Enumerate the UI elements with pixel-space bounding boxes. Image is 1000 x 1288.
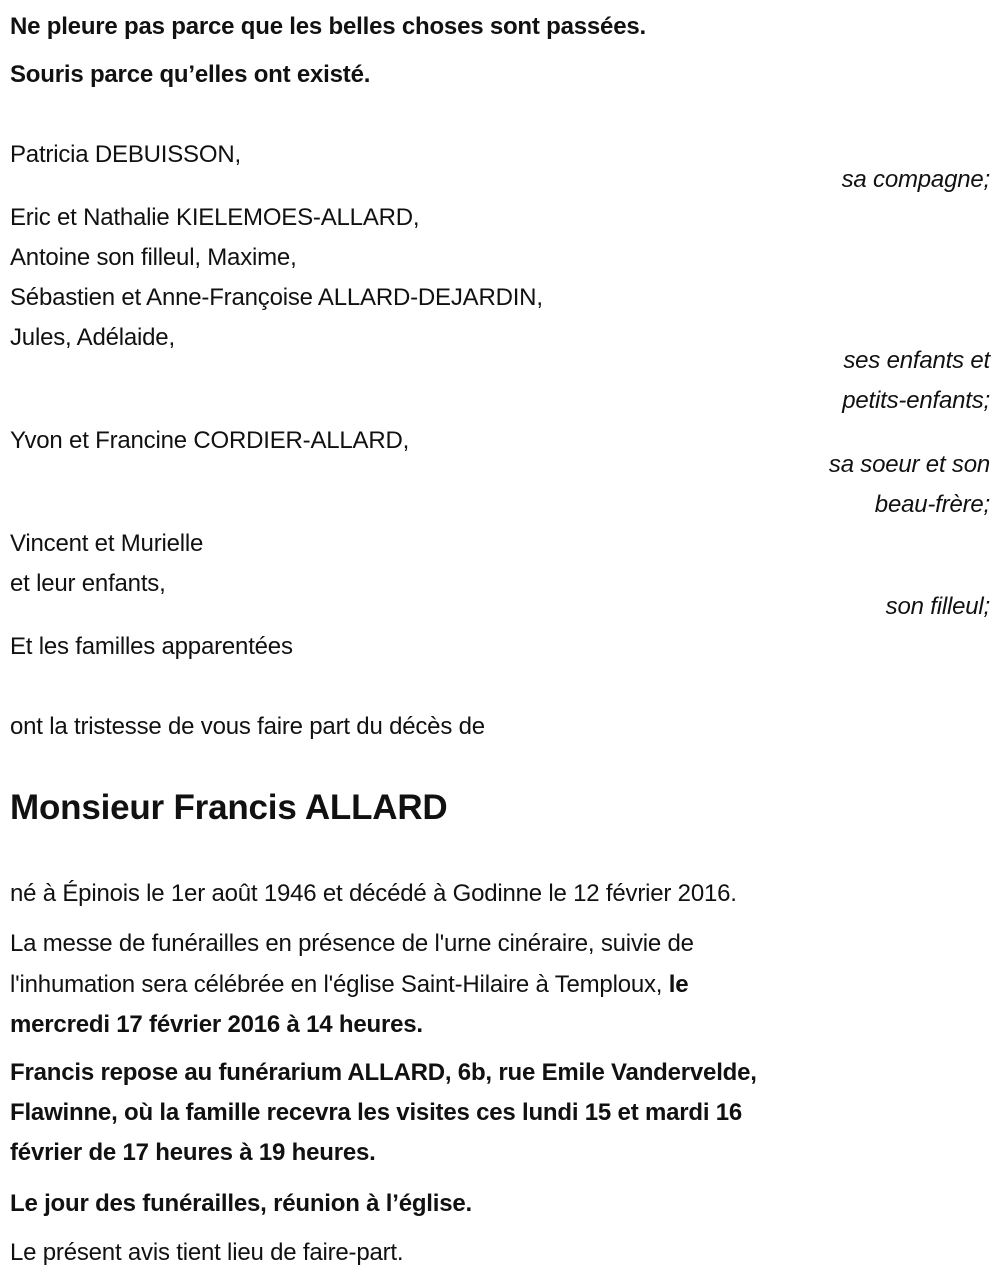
family-name: et leur enfants, bbox=[10, 570, 166, 597]
announcement: ont la tristesse de vous faire part du décès de bbox=[10, 713, 485, 740]
family-name: Antoine son filleul, Maxime, bbox=[10, 244, 297, 271]
quote-line: Ne pleure pas parce que les belles choses sont passées. bbox=[10, 13, 646, 40]
family-relation: ses enfants et bbox=[843, 347, 990, 374]
meeting-text: Le jour des funérailles, réunion à l’église. bbox=[10, 1190, 473, 1217]
funeral-text bbox=[10, 970, 688, 1000]
family-name: Eric et Nathalie KIELEMOES-ALLARD, bbox=[10, 204, 420, 231]
family-name: Jules, Adélaide, bbox=[10, 324, 175, 351]
funeral-date-part: le bbox=[668, 971, 689, 998]
family-name: Yvon et Francine CORDIER-ALLARD, bbox=[10, 427, 410, 454]
funeral-date: mercredi 17 février 2016 à 14 heures. bbox=[10, 1011, 423, 1038]
visitation-text: Flawinne, où la famille recevra les visites ces lundi 15 et mardi 16 bbox=[10, 1099, 743, 1126]
closing-text: Le présent avis tient lieu de faire-part. bbox=[10, 1239, 404, 1266]
quote-line: Souris parce qu’elles ont existé. bbox=[10, 61, 371, 88]
family-name: Et les familles apparentées bbox=[10, 633, 293, 660]
birth-death: né à Épinois le 1er août 1946 et décédé à Godinne le 12 février 2016. bbox=[10, 880, 737, 907]
family-relation: sa compagne; bbox=[841, 166, 990, 193]
funeral-text-part: l'inhumation sera célébrée en l'église Saint-Hilaire à Temploux, bbox=[10, 971, 669, 998]
family-name: Patricia DEBUISSON, bbox=[10, 141, 241, 168]
family-relation: son filleul; bbox=[885, 593, 990, 620]
family-relation: petits-enfants; bbox=[842, 387, 990, 414]
family-name: Sébastien et Anne-Françoise ALLARD-DEJARDIN, bbox=[10, 284, 543, 311]
funeral-text: La messe de funérailles en présence de l'urne cinéraire, suivie de bbox=[10, 930, 694, 957]
visitation-text: Francis repose au funérarium ALLARD, 6b, rue Emile Vandervelde, bbox=[10, 1059, 757, 1086]
family-relation: beau-frère; bbox=[874, 491, 990, 518]
deceased-name: Monsieur Francis ALLARD bbox=[10, 788, 448, 827]
family-name: Vincent et Murielle bbox=[10, 530, 204, 557]
visitation-text: février de 17 heures à 19 heures. bbox=[10, 1139, 376, 1166]
family-relation: sa soeur et son bbox=[828, 451, 990, 478]
